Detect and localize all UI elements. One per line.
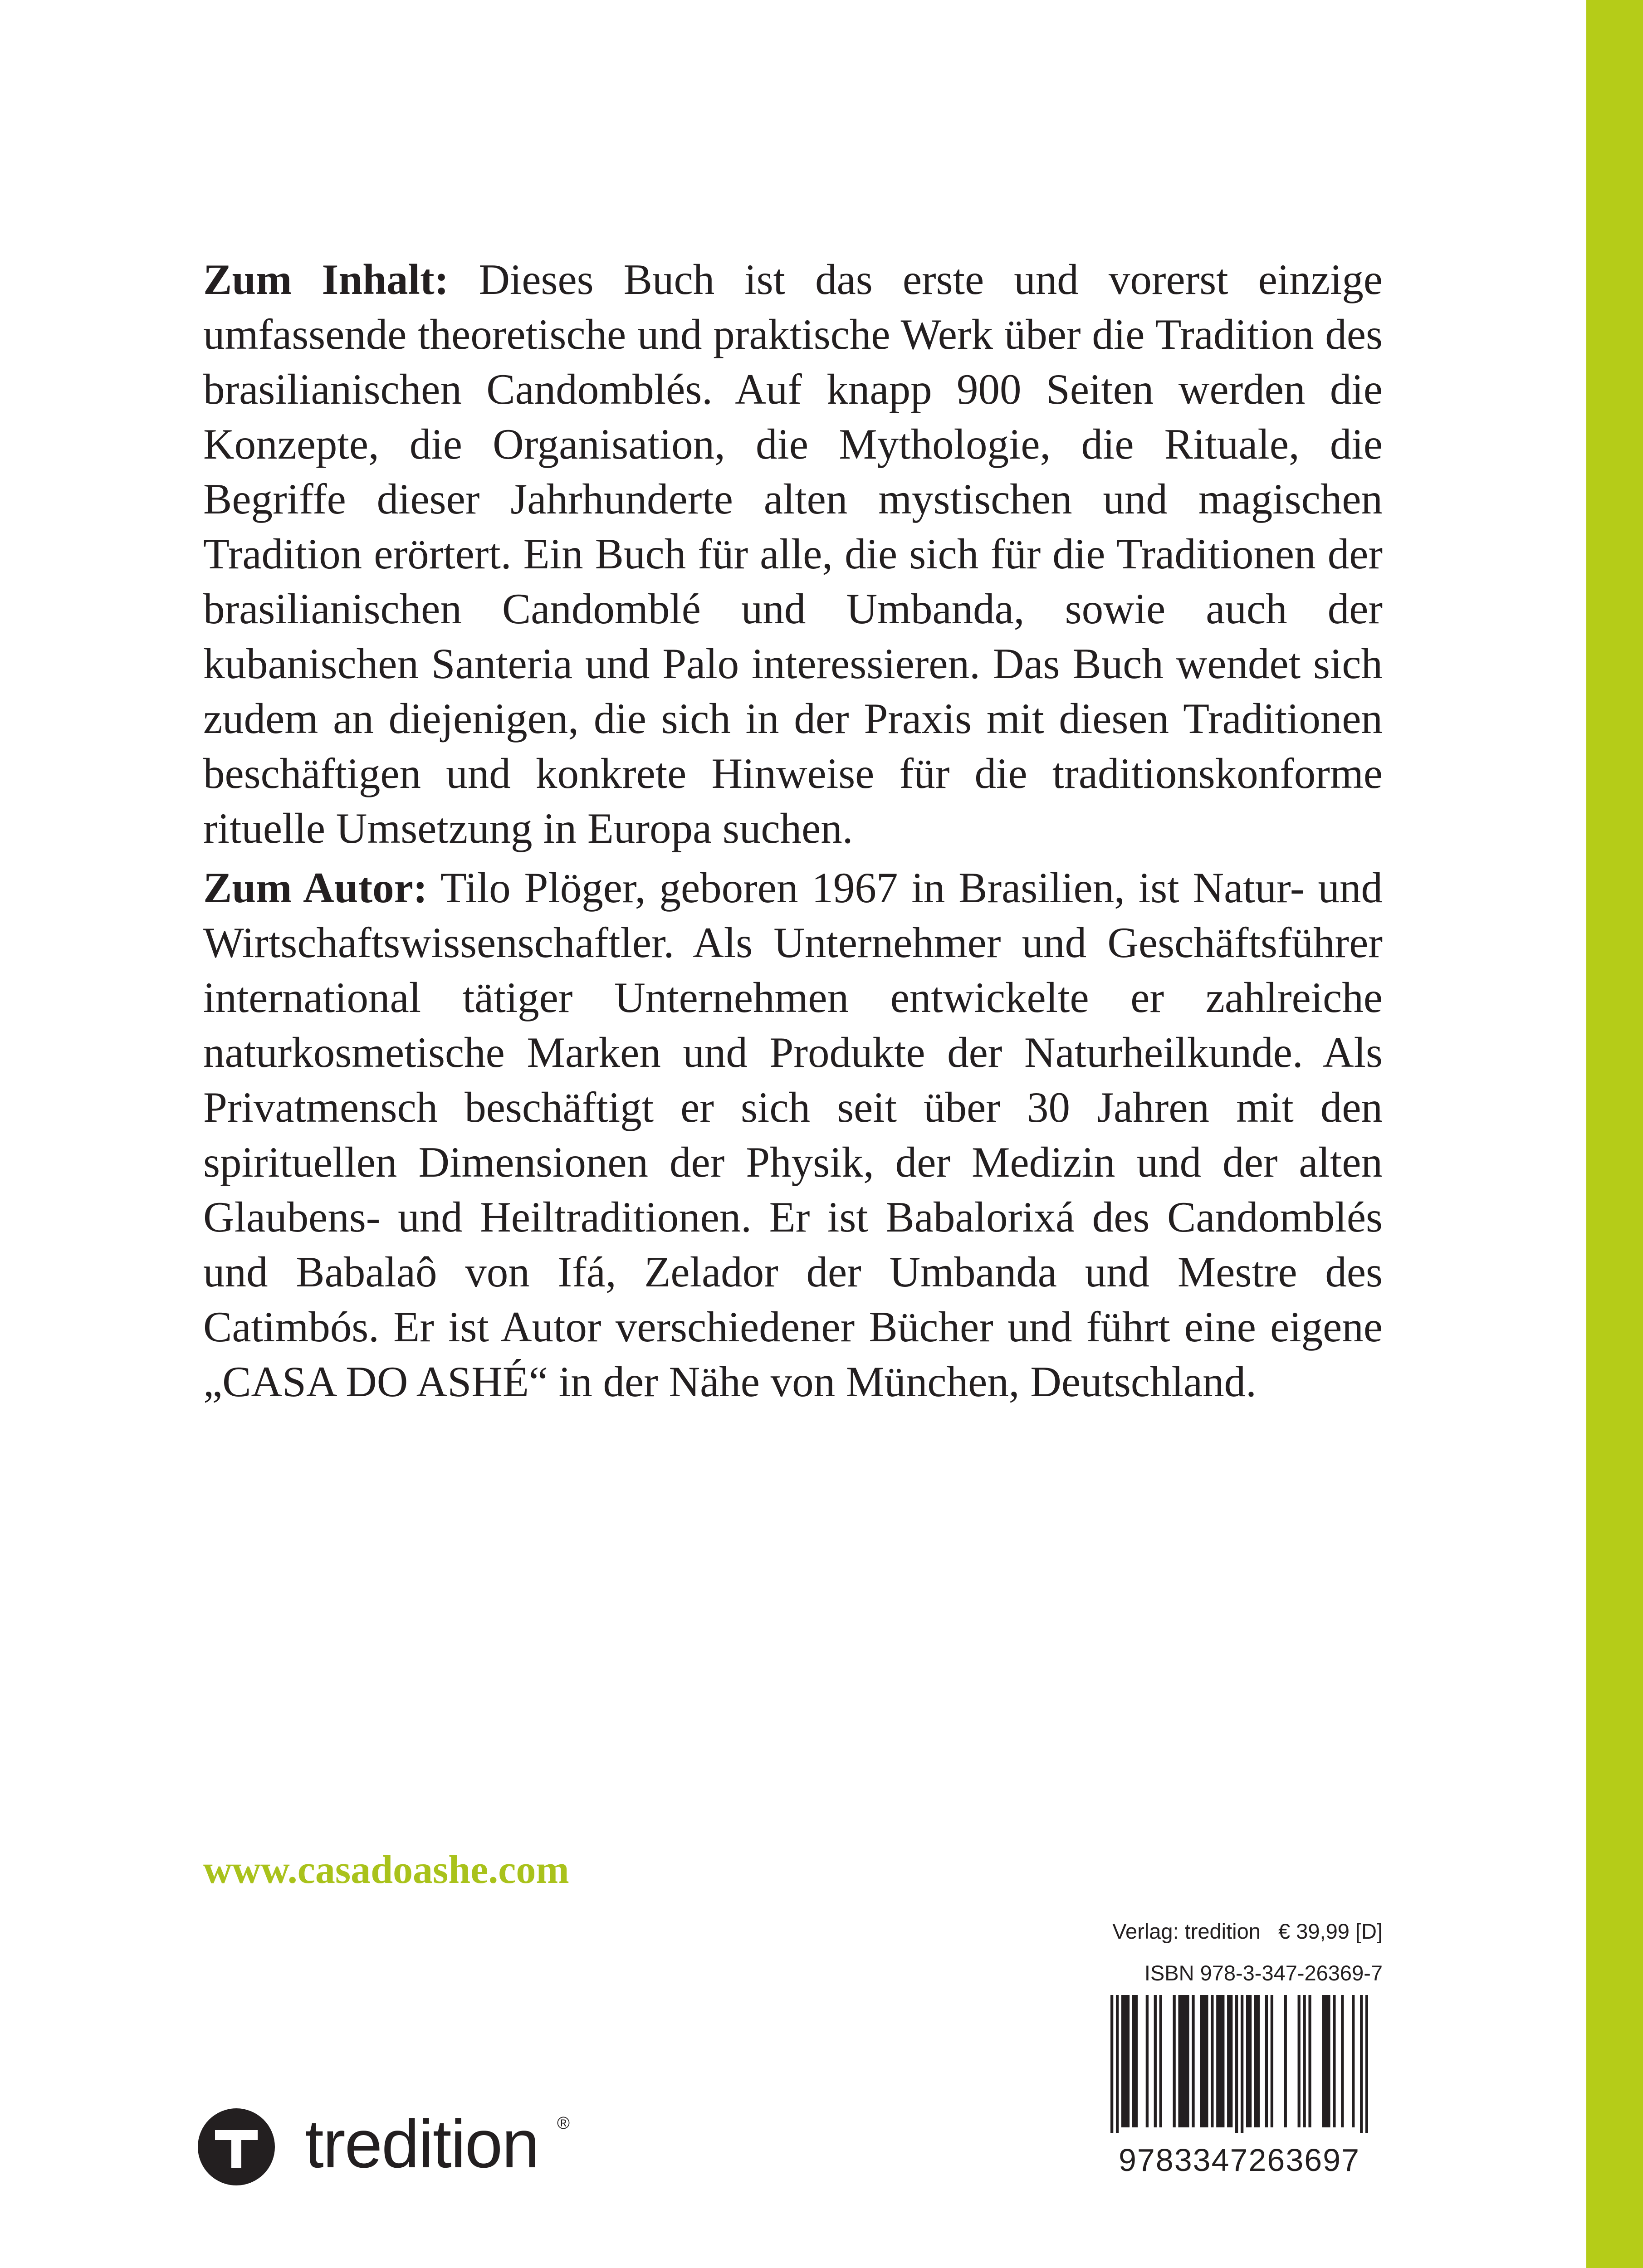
barcode-bar [1121, 1995, 1124, 2127]
barcode-bar [1333, 1995, 1335, 2127]
barcode-bar [1181, 1995, 1183, 2127]
barcode-bar [1132, 1995, 1135, 2127]
tredition-wordmark: tredition [305, 2106, 539, 2182]
isbn-barcode [1110, 1995, 1368, 2133]
barcode-bar [1173, 1995, 1176, 2127]
barcode-bar [1135, 1995, 1138, 2127]
barcode-bar [1322, 1995, 1325, 2127]
barcode-bar [1216, 1995, 1219, 2127]
barcode-bar [1303, 1995, 1306, 2127]
publisher-price-line: Verlag: tredition € 39,99 [D] [1112, 1919, 1383, 1943]
content-text: Dieses Buch ist das erste und vorerst einzige umfassende theoretische und praktische Werk über die Tradition des brasilianischen Candomblés. Auf knapp 900 Seiten werden die Konzepte, die Organisation, die Mythologie, die Rituale, die Begriffe dieser Jahrhunderte alten mystischen und magischen Tradition erörtert. Ein Buch für alle, die sich für die Traditionen der brasilianischen Candomblé und Umbanda, sowie auch der kubanischen Santeria und Palo interessieren. Das Buch wendet sich zudem an diejenigen, die sich in der Praxis mit diesen Traditionen beschäftigen und konkrete Hinweise für die traditionskonforme rituelle Umsetzung in Europa suchen. [203, 255, 1383, 852]
barcode-bar [1327, 1995, 1330, 2127]
author-label: Zum Autor: [203, 864, 428, 912]
barcode-bar [1352, 1995, 1354, 2127]
barcode-bar [1186, 1995, 1189, 2127]
barcode-digits: 9783347263697 [1118, 2142, 1360, 2178]
tredition-t-icon [198, 2108, 275, 2185]
author-description [203, 860, 1383, 1409]
barcode-bar [1178, 1995, 1181, 2127]
barcode-bar [1365, 1995, 1368, 2133]
barcode-bar [1298, 1995, 1301, 2127]
barcode-bar [1127, 1995, 1130, 2127]
barcode-bar [1271, 1995, 1273, 2127]
barcode-bar [1230, 1995, 1232, 2127]
barcode-bar [1124, 1995, 1127, 2127]
barcode-bar [1257, 1995, 1260, 2127]
barcode-bar [1246, 1995, 1249, 2127]
website-link[interactable]: www.casadoashe.com [203, 1848, 569, 1892]
barcode-bar [1360, 1995, 1363, 2133]
barcode-bar [1192, 1995, 1194, 2127]
barcode-bar [1116, 1995, 1119, 2133]
registered-mark: ® [557, 2114, 570, 2133]
barcode-bar [1254, 1995, 1257, 2127]
author-text: Tilo Plöger, geboren 1967 in Brasilien, ist Natur- und Wirtschaftswissenschaftler. Als Unternehmer und Geschäftsführer international tätiger Unternehmen entwickelte er zahlreiche naturkosmetische Marken und Produkte der Naturheilkunde. Als Privatmensch beschäftigt er sich seit über 30 Jahren mit den spirituellen Dimensionen der Physik, der Medizin und der alten Glaubens- und Heiltraditionen. Er ist Babalorixá des Candomblés und Babalaô von Ifá, Zelador der Umbanda und Mestre des Catimbós. Er ist Autor verschiedener Bücher und führt eine eigene „CASA DO ASHÉ“ in der Nähe von München, Deutschland. [203, 864, 1383, 1406]
barcode-bar [1308, 1995, 1311, 2127]
barcode-bar [1183, 1995, 1186, 2127]
barcode-bar [1110, 1995, 1113, 2133]
barcode-bar [1219, 1995, 1222, 2127]
barcode-bar [1146, 1995, 1149, 2127]
barcode-bar [1200, 1995, 1203, 2127]
barcode-bar [1341, 1995, 1344, 2127]
isbn-line: ISBN 978-3-347-26369-7 [1144, 1961, 1383, 1985]
barcode-bar [1159, 1995, 1162, 2127]
content-label: Zum Inhalt: [203, 255, 449, 303]
barcode-bar [1265, 1995, 1268, 2127]
content-description [203, 252, 1383, 856]
barcode-bar [1222, 1995, 1224, 2127]
barcode-bar [1205, 1995, 1208, 2127]
barcode-bar [1211, 1995, 1213, 2127]
barcode-bar [1241, 1995, 1243, 2133]
barcode-bar [1249, 1995, 1252, 2127]
spine-color-band [1586, 0, 1643, 2268]
barcode-bar [1154, 1995, 1157, 2127]
barcode-bar [1325, 1995, 1327, 2127]
barcode-bar [1284, 1995, 1287, 2127]
barcode-bar [1227, 1995, 1230, 2127]
barcode-bar [1203, 1995, 1205, 2127]
barcode-bar [1235, 1995, 1238, 2133]
